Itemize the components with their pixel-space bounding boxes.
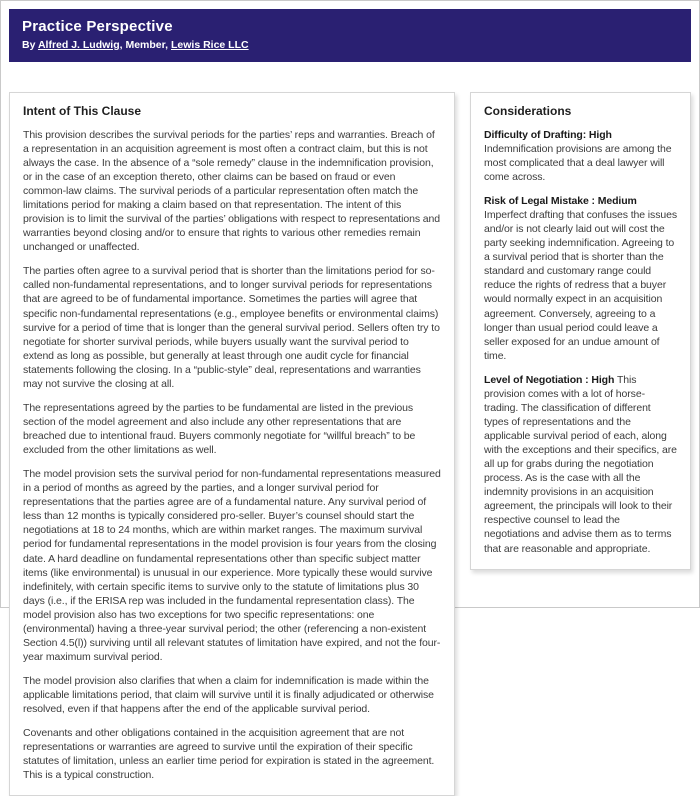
- byline-mid: , Member,: [119, 38, 171, 51]
- consideration-label-mistake: Risk of Legal Mistake : Medium: [484, 195, 637, 208]
- intent-paragraph-6: Covenants and other obligations contained in the acquisition agreement that are not representations or warranties are agreed to survive until the expiration of their specific statutes of limitation, unless an earlier time period for expiration is stated in the agreement. This is a typical construction.: [23, 727, 435, 782]
- author-link[interactable]: Alfred J. Ludwig: [37, 38, 120, 51]
- intent-heading: Intent of This Clause: [23, 104, 142, 119]
- header-banner: [9, 9, 691, 62]
- intent-paragraph-4: The model provision sets the survival period for non-fundamental representations measured in a period of months as agreed by the parties, and a longer survival period for representations that the parties agree are of a fundamental nature. Any survival period of less than 12 months is typically considered pro-seller. Buyer’s counsel should start the negotiations at 18 to 24 months, which are within market ranges. The maximum survival period for fundamental representations in the model provision is four years from the closing date. A hard deadline on fundamental representations other than specific subject matter items (like environmental) is unusual in our experience. More typically these would survive indefinitely, with certain specific items to survive only to the statute of limitations plus 30 days (i.e., if the ERISA rep was included in the fundamental representation class). The model provision also has two exceptions for two specific representations: one (environmental) having a three-year survival period; the other (referencing a non-existent Section 4.5(l)) surviving until all relevant statutes of limitation have expired, and not the four-year maximum survival period.: [23, 468, 441, 663]
- byline-prefix: By: [22, 38, 38, 51]
- consideration-text-negotiation: This provision comes with a lot of horse-trading. The classification of different types of representations and the applicable survival period of each, along with the exceptions and their specifics, are all up for grabs during the negotiation process. As is the case with all the indemnity provisions in an acquisition agreement, the principals will look to their respective counsel to lead the negotiations and advise them as to terms that are reasonable and appropriate.: [484, 373, 677, 555]
- consideration-item-mistake: [484, 194, 677, 363]
- consideration-item-drafting: [484, 128, 677, 184]
- consideration-label-negotiation: Level of Negotiation : High: [484, 373, 615, 386]
- intent-paragraph-2: The parties often agree to a survival period that is shorter than the limitations period for so-called non-fundamental representations, and to longer survival periods for representations that are agreed to be of fundamental importance. Sometimes the parties will agree that specific non-fundamental representations (e.g., employee benefits or environmental claims) survive for a period of time that is longer than the general survival period. Sellers often try to negotiate for shorter survival periods, while buyers usually want the survival period to extend as long as possible, but generally at least through one audit cycle for financial statements following the closing. In a “public-style” deal, representations and warranties may not survive the closing at all.: [23, 265, 440, 390]
- intent-paragraph-5: The model provision also clarifies that when a claim for indemnification is made within the applicable limitations period, that claim will survive until it is finally adjudicated or otherwise resolved, even if that happens after the end of the applicable survival period.: [23, 675, 434, 716]
- considerations-panel: [470, 92, 691, 569]
- byline: [22, 39, 678, 53]
- considerations-heading: Considerations: [484, 104, 572, 119]
- firm-link[interactable]: Lewis Rice LLC: [170, 38, 249, 51]
- consideration-item-negotiation: [484, 373, 677, 556]
- consideration-text-drafting: Indemnification provisions are among the most complicated that a deal lawyer will come across.: [484, 142, 672, 183]
- intent-panel: [9, 92, 455, 796]
- intent-paragraph-1: This provision describes the survival periods for the parties’ reps and warranties. Breach of a representation in an acquisition agreement is most often a contract claim, but this is not always the case. In the absence of a “sole remedy” clause in the indemnification provision, or in the case of an exception thereto, other claims can be based on fraud or even common-law claims. The survival periods of a particular representation often match the limitations period for making a claim based on that representation. The intent of this provision is to limit the survival of the parties’ obligations with respect to representations and warranties beyond closing and/or to ensure that rights to various other remedies remain unchanged or unaffected.: [23, 128, 441, 254]
- intent-paragraph-3: The representations agreed by the parties to be fundamental are listed in the previous section of the model agreement and also include any other representations that are breached due to intentional fraud. Buyers commonly negotiate for “willful breach” to be excluded from the other limitations as well.: [23, 401, 416, 457]
- consideration-label-drafting: Difficulty of Drafting: High: [484, 128, 612, 141]
- page-title: Practice Perspective: [22, 18, 173, 35]
- consideration-text-mistake: Imperfect drafting that confuses the issues and/or is not clearly laid out will cost the party seeking indemnification. Agreeing to a survival period that is shorter than the standard and customary range could reduce the rights of redress that a buyer would normally expect in an acquisition agreement. Conversely, agreeing to a longer than usual period could leave a seller exposed for an undue amount of time.: [484, 209, 677, 362]
- content-columns: [9, 92, 691, 796]
